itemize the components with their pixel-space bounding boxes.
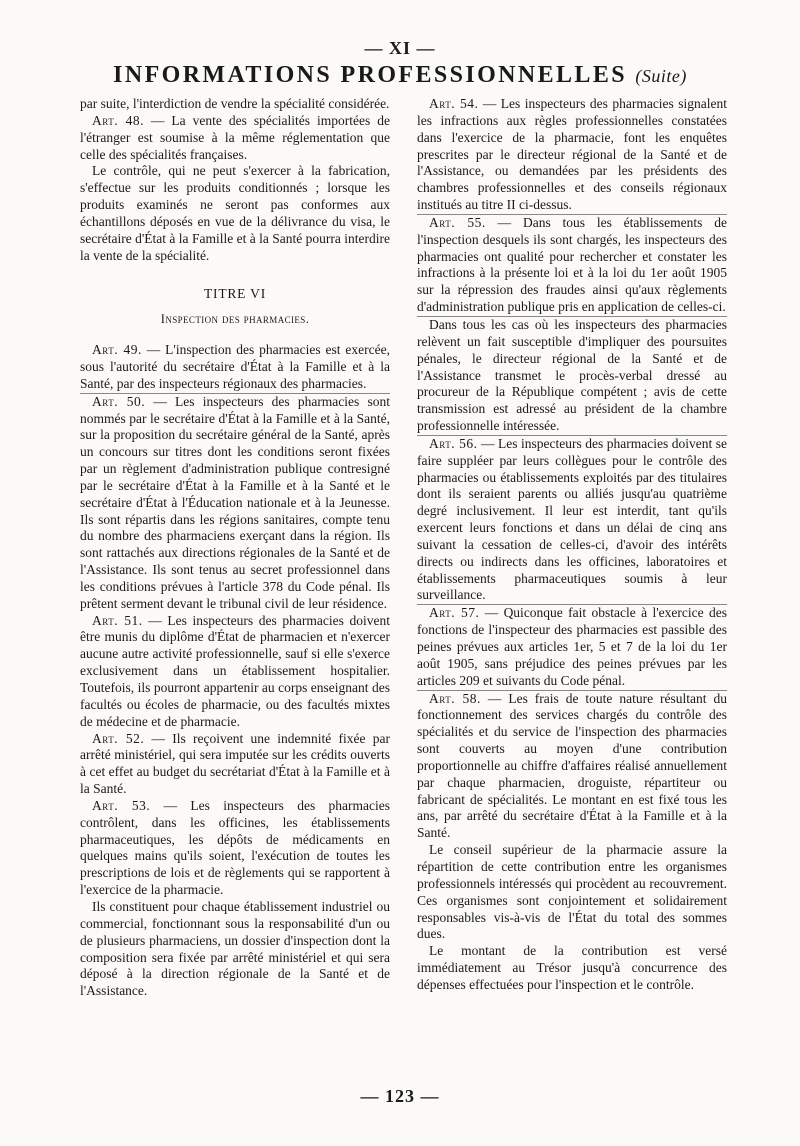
article-text: — Les inspecteurs des pharmacies sont nommés par le secrétaire d'État à la Famille et à la Santé, sur la proposition du secrétaire général de la Santé, après un concours sur titres dont les conditions seront fixées par un règlement d'administration publique contresigné par le secrétaire d'État à la Famille et à la Santé et le secrétaire d'État à l'Éducation nationale et à la Jeunesse. Ils sont répartis dans les régions sanitaires, compte tenu du nombre des pharmaciens exerçant dans la région. Ils sont rattachés aux directions régionales de la Santé et de l'Assistance. Ils sont tenus au secret professionnel dans les conditions prévues à l'article 378 du Code pénal. Ils prêtent serment devant le tribunal civil de leur résidence. xyxy=(80,393,390,611)
article-51 xyxy=(80,613,390,731)
article-text: — Ils reçoivent une indemnité fixée par arrêté ministériel, qui sera imputée sur les crédits ouverts à cet effet au budget du secrétariat d'État à la Famille et à la Santé. xyxy=(80,730,390,797)
article-57 xyxy=(417,605,727,690)
article-text: — La vente des spécialités importées de l'étranger est soumise à la même réglementation que celle des spécialités françaises. xyxy=(80,112,390,162)
article-56 xyxy=(417,436,727,605)
paragraph: Le montant de la contribution est versé immédiatement au Trésor jusqu'à concurrence des dépenses effectuées pour l'inspection et le contrôle. xyxy=(417,943,727,992)
paragraph: Le conseil supérieur de la pharmacie assure la répartition de cette contribution entre les organismes professionnels intéressés qui procèdent au recouvrement. Ces organismes sont conjointement et solidairement responsables vis-à-vis de l'État du total des sommes dues. xyxy=(417,842,727,942)
article-54 xyxy=(417,96,727,215)
article-58 xyxy=(417,691,727,843)
page-title xyxy=(0,62,800,89)
title-text: INFORMATIONS PROFESSIONNELLES xyxy=(113,62,627,88)
article-label: Art. 55. xyxy=(429,214,486,230)
article-text: — Dans tous les établissements de l'inspection desquels ils sont chargés, les inspecteurs des pharmacies ont qualité pour rechercher et constater les infractions à la présente loi et à la loi du 1er août 1905 sur la répression des fraudes ainsi qu'aux règlements d'administration publique pris en application de celles-ci. xyxy=(417,214,727,315)
article-text: — Les inspecteurs des pharmacies contrôlent, dans les officines, les établissements pharmaceutiques, les dépôts de médicaments en quelques mains qu'ils soient, l'exécution de toutes les prescriptions de lois et de règlements qui se rapportent à l'exercice de la pharmacie. xyxy=(80,797,391,898)
article-label: Art. 48. xyxy=(92,112,144,128)
section-numeral: — XI — xyxy=(364,38,436,58)
paragraph: Dans tous les cas où les inspecteurs des pharmacies relèvent un fait susceptible d'impliquer des poursuites pénales, le directeur régional de la Santé et de l'Assistance transmet le procès-verbal dressé au procureur de la République compétent ; avis de cette transmission est adressé au président de la chambre professionnelle intéressée. xyxy=(417,317,727,436)
paragraph: Ils constituent pour chaque établissement industriel ou commercial, fonctionnant sous la responsabilité d'un ou de plusieurs pharmaciens, un dossier d'inspection dont la composition sera fixée par arrêté ministériel et qui sera déposé à la direction régionale de la Santé et de l'Assistance. xyxy=(80,898,390,999)
article-label: Art. 58. xyxy=(429,690,481,706)
article-label: Art. 53. xyxy=(92,797,151,813)
article-55 xyxy=(417,215,727,317)
article-text: — Les inspecteurs des pharmacies signalent les infractions aux règles professionnelles constatées dans l'exercice de la pharmacie, font les enquêtes prescrites par le directeur régional de la Santé et de l'Assistance, ou demandées par les présidents des chambres professionnelles et des conseils régionaux institués au titre II ci-dessus. xyxy=(417,96,727,213)
article-label: Art. 49. xyxy=(92,342,142,358)
article-48 xyxy=(80,113,390,164)
paragraph: Le contrôle, qui ne peut s'exercer à la fabrication, s'effectue sur les produits conditionnés ; lorsque les produits examinés ne seront pas conformes aux échantillons déposés en vue de la délivrance du visa, le secrétaire d'État à la Famille et à la Santé pourra interdire la vente de la spécialité. xyxy=(80,163,390,263)
article-text: — Les inspecteurs des pharmacies doivent se faire suppléer par leurs collègues pour le contrôle des pharmacies ou établissements exploités par des titulaires dont ils seraient parents ou alliés jusqu'au quatrième degré inclusivement. Il leur est interdit, tant qu'ils exercent leurs fonctions et dans un délai de cinq ans suivant la cessation de celles-ci, d'avoir des intérêts directs ou indirects dans les officines, laboratoires et établissements pharmaceutiques soumis à leur surveillance. xyxy=(417,435,727,603)
article-label: Art. 54. xyxy=(429,96,479,111)
page-number: — 123 — xyxy=(360,1086,440,1106)
article-50 xyxy=(80,394,390,613)
article-text: — L'inspection des pharmacies est exercée, sous l'autorité du secrétaire d'État à la Famille et à la Santé, par des inspecteurs régionaux des pharmacies. xyxy=(80,342,390,391)
article-label: Art. 50. xyxy=(92,393,146,409)
article-text: — Quiconque fait obstacle à l'exercice des fonctions de l'inspecteur des pharmacies est passible des peines prévues aux articles 1er, 5 et 7 de la loi du 1er août 1905, sans préjudice des peines prévues par les articles 209 et suivants du Code pénal. xyxy=(417,605,727,688)
article-label: Art. 56. xyxy=(429,435,478,451)
article-label: Art. 51. xyxy=(92,612,143,628)
article-text: — Les inspecteurs des pharmacies doivent être munis du diplôme d'État de pharmacien et n'exercer aucune autre activité professionnelle, sauf si elle s'exerce exclusivement dans un établissement hospitalier. Toutefois, ils pourront appartenir au corps enseignant des facultés ou écoles de pharmacie, ou des facultés mixtes de médecine et de pharmacie. xyxy=(80,612,390,729)
article-53 xyxy=(80,798,390,899)
article-label: Art. 52. xyxy=(92,730,145,746)
article-text: — Les frais de toute nature résultant du fonctionnement des services chargés du contrôle des spécialités et du service de l'inspection des pharmacies sont couverts au moyen d'une contribution proportionnelle au chiffre d'affaires réalisé annuellement par chaque pharmacien, droguiste, répartiteur ou fabricant de spécialités. Le montant en est fixé tous les ans, par arrêté du secrétaire d'État à la Famille et à la Santé. xyxy=(417,690,727,841)
title-suite: (Suite) xyxy=(635,66,687,86)
paragraph: par suite, l'interdiction de vendre la spécialité considérée. xyxy=(80,96,390,111)
article-label: Art. 57. xyxy=(429,605,480,621)
left-column xyxy=(80,96,390,1000)
article-52 xyxy=(80,731,390,798)
section-subtitle: Inspection des pharmacies. xyxy=(160,312,310,327)
section-title: TITRE VI xyxy=(203,286,266,302)
right-column xyxy=(417,96,727,994)
article-49 xyxy=(80,342,390,394)
